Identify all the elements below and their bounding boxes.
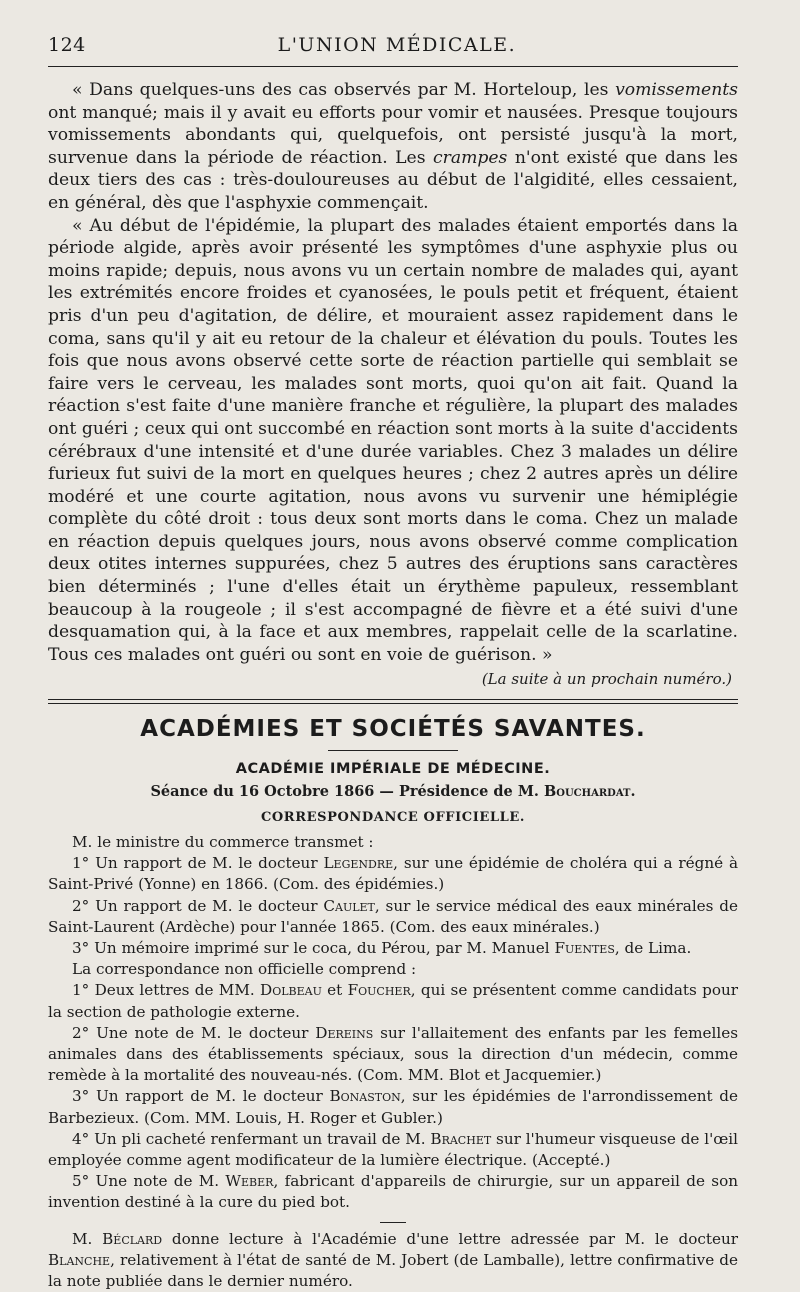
article-continuation bbox=[48, 79, 738, 691]
unofficial-item-1: 1° Deux lettres de MM. Dolbeau et Foucher, qui se présentent comme candidats pour la section de pathologie externe. bbox=[48, 981, 739, 1021]
official-item-2: 2° Un rapport de M. le docteur Caulet, sur le service médical des eaux minérales de Saint-Laurent (Ardèche) pour l'année 1865. (Com. des eaux minérales.) bbox=[48, 896, 738, 936]
unofficial-item-3: 3° Un rapport de M. le docteur Bonaston, sur les épidémies de l'arrondissement de Barbezieux. (Com. MM. Louis, H. Roger et Gubler.) bbox=[48, 1087, 739, 1127]
unofficial-item-5: 5° Une note de M. Weber, fabricant d'appareils de chirurgie, sur un appareil de son invention destiné à la cure du pied bot. bbox=[48, 1172, 738, 1212]
section-title: ACADÉMIES ET SOCIÉTÉS SAVANTES. bbox=[140, 716, 646, 743]
header-rule bbox=[48, 66, 738, 67]
closing-paragraph: M. Béclard donne lecture à l'Académie d'une lettre adressée par M. le docteur Blanche, relativement à l'état de santé de M. Jobert (de Lamballe), lettre confirmative de la note publiée dans le dernier numéro. bbox=[48, 1229, 738, 1291]
section-divider bbox=[48, 699, 738, 704]
dash-separator bbox=[380, 1222, 406, 1223]
page-number: 124 bbox=[48, 34, 86, 56]
unofficial-item-4: 4° Un pli cacheté renfermant un travail de M. Brachet sur l'humeur visqueuse de l'œil employée comme agent modificateur de la lumière électrique. (Accepté.) bbox=[48, 1129, 739, 1170]
session-line: Séance du 16 Octobre 1866 — Présidence de M. Bouchardat. bbox=[150, 783, 636, 801]
continuation-note: (La suite à un prochain numéro.) bbox=[481, 670, 732, 689]
article-paragraph-1: « Dans quelques-uns des cas observés par M. Horteloup, les vomissements ont manqué; mais il y avait eu efforts pour vomir et nausées. Presque toujours vomissements abondants qui, quelquefois, ont persisté jusqu'à la mort, survenue dans la période de réaction. Les crampes n'ont existé que dans les deux tiers des cas : très-douloureuses au début de l'algidité, elles cessaient, en général, dès que l'asphyxie commençait. bbox=[48, 80, 738, 213]
academy-heading: ACADÉMIE IMPÉRIALE DE MÉDECINE. bbox=[235, 761, 551, 778]
running-head bbox=[48, 34, 738, 56]
unofficial-intro: La correspondance non officielle comprend : bbox=[72, 960, 417, 979]
correspondence-heading: CORRESPONDANCE OFFICIELLE. bbox=[260, 810, 526, 826]
article-paragraph-2: « Au début de l'épidémie, la plupart des malades étaient emportés dans la période algide, après avoir présenté les symptômes d'une asphyxie plus ou moins rapide; depuis, nous avons vu un certain nombre de malades qui, ayant les extrémités encore froides et cyanosées, le pouls petit et fréquent, étaient pris d'un peu d'agitation, de délire, et mouraient assez rapidement dans le coma, sans qu'il y ait eu retour de la chaleur et élévation du pouls. Toutes les fois que nous avons observé cette sorte de réaction partielle qui semblait se faire vers le cerveau, les malades sont morts, quoi qu'on ait fait. Quand la réaction s'est faite d'une manière franche et régulière, la plupart des malades ont guéri ; ceux qui ont succombé en réaction sont morts à la suite d'accidents cérébraux d'une intensité et d'une durée variables. Chez 3 malades un délire furieux fut suivi de la mort en quelques heures ; chez 2 autres après un délire modéré et une courte agitation, nous avons vu survenir une hémiplégie complète du côté droit : tous deux sont morts dans le coma. Chez un malade en réaction depuis quelques jours, nous avons observé comme complication deux otites internes suppurées, chez 5 autres des éruptions sans caractères bien déterminés ; l'une d'elles était un érythème papuleux, ressemblant beaucoup à la rougeole ; il s'est accompagné de fièvre et a été suivi d'une desquamation qui, à la face et aux membres, rappelait celle de la scarlatine. Tous ces malades ont guéri ou sont en voie de guérison. » bbox=[48, 215, 738, 665]
journal-title: L'UNION MÉDICALE. bbox=[277, 34, 517, 56]
title-rule bbox=[328, 750, 458, 751]
official-item-3: 3° Un mémoire imprimé sur le coca, du Pérou, par M. Manuel Fuentes, de Lima. bbox=[72, 939, 692, 958]
official-intro: M. le ministre du commerce transmet : bbox=[72, 833, 374, 852]
official-item-1: 1° Un rapport de M. le docteur Legendre, sur une épidémie de choléra qui a régné à Saint-Privé (Yonne) en 1866. (Com. des épidémies.) bbox=[48, 854, 738, 894]
unofficial-item-2: 2° Une note de M. le docteur Dereins sur l'allaitement des enfants par les femelles animales dans des établissements spéciaux, sous la direction d'un médecin, comme remède à la mortalité des nouveau-nés. (Com. MM. Blot et Jacquemier.) bbox=[48, 1023, 738, 1085]
correspondence-body bbox=[48, 832, 738, 1292]
